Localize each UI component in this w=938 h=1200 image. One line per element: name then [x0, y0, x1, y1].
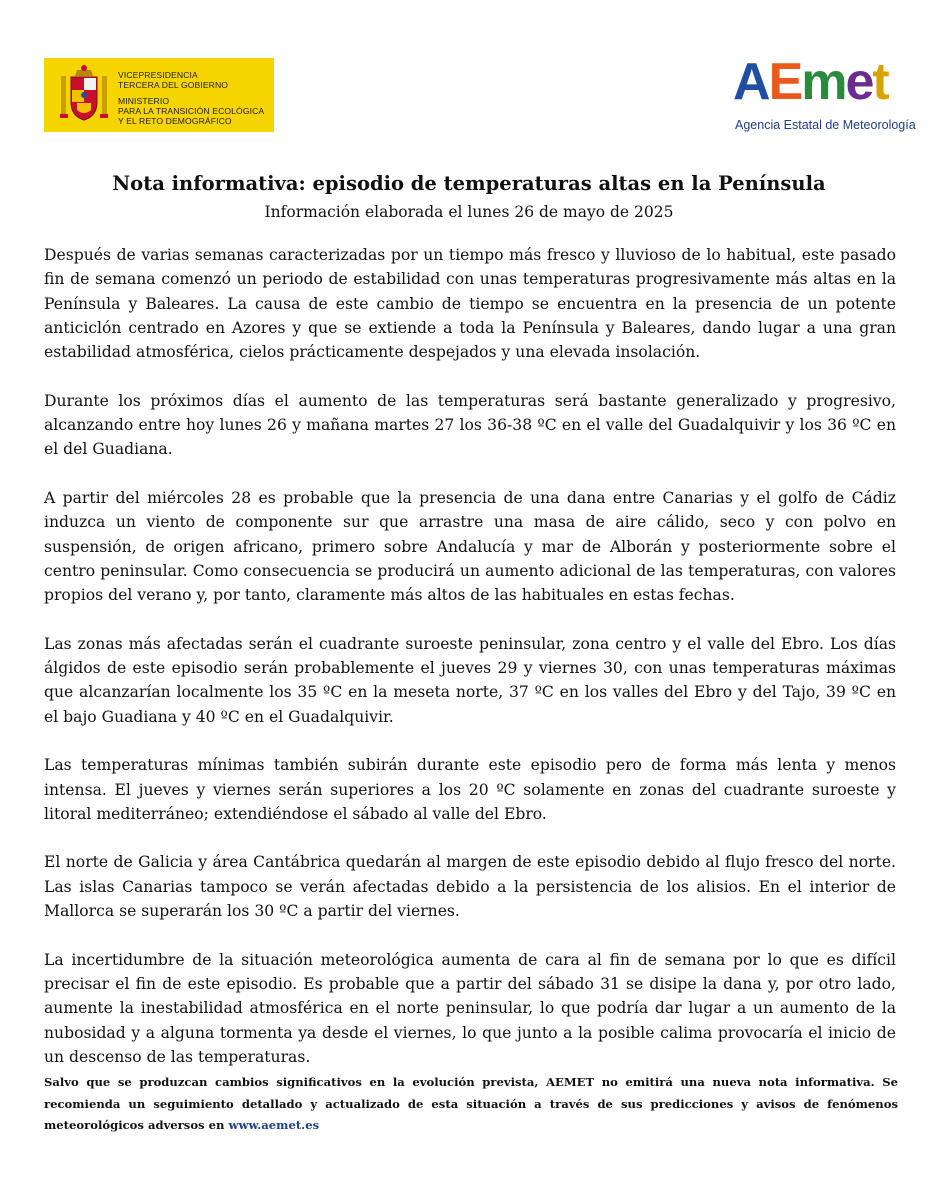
- aemet-letter: e: [845, 53, 873, 111]
- document-subtitle: Información elaborada el lunes 26 de mayo de 2025: [264, 203, 674, 221]
- government-line: TERCERA DEL GOBIERNO: [118, 80, 229, 90]
- document-body: [44, 243, 896, 1093]
- government-line: PARA LA TRANSICIÓN ECOLÓGICA: [118, 106, 265, 116]
- aemet-letter: E: [768, 53, 802, 111]
- footer-note: [44, 1072, 898, 1137]
- government-text: [118, 70, 264, 126]
- government-line: Y EL RETO DEMOGRÁFICO: [118, 116, 232, 126]
- government-logo-block: [44, 58, 274, 132]
- aemet-logo: [733, 52, 916, 142]
- aemet-letter: t: [872, 53, 888, 111]
- aemet-letter: A: [733, 53, 769, 111]
- document-title: Nota informativa: episodio de temperaturas altas en la Península: [112, 172, 826, 195]
- body-paragraph: Después de varias semanas caracterizadas por un tiempo más fresco y lluvioso de lo habitual, este pasado fin de semana comenzó un periodo de estabilidad con unas temperaturas progresivamente más altas en la Península y Baleares. La causa de este cambio de tiempo se encuentra en la presencia de un potente anticiclón centrado en Azores y que se extiende a toda la Península y Baleares, dando lugar a una gran estabilidad atmosférica, cielos prácticamente despejados y una elevada insolación.: [44, 246, 896, 362]
- government-line: VICEPRESIDENCIA: [118, 70, 198, 80]
- aemet-website-link[interactable]: www.aemet.es: [228, 1118, 320, 1132]
- page-header: [0, 0, 938, 150]
- aemet-subtitle: Agencia Estatal de Meteorología: [735, 118, 916, 132]
- footer-text: Salvo que se produzcan cambios significativos en la evolución prevista, AEMET no emitirá una nueva nota informativa. Se recomienda un seguimiento detallado y actualizado de esta situación a través de sus predicciones y avisos de fenómenos meteorológicos adversos en: [44, 1075, 898, 1132]
- body-paragraph: A partir del miércoles 28 es probable que la presencia de una dana entre Canarias y el golfo de Cádiz induzca un viento de componente sur que arrastre una masa de aire cálido, seco y con polvo en suspensión, de origen africano, primero sobre Andalucía y mar de Alborán y posteriormente sobre el centro peninsular. Como consecuencia se producirá un aumento adicional de las temperaturas, con valores propios del verano y, por tanto, claramente más altos de las habituales en estas fechas.: [44, 488, 896, 605]
- aemet-logo-text: [733, 52, 888, 112]
- aemet-letter: m: [801, 53, 846, 111]
- body-paragraph: Durante los próximos días el aumento de las temperaturas será bastante generalizado y progresivo, alcanzando entre hoy lunes 26 y mañana martes 27 los 36-38 ºC en el valle del Guadalquivir y los 36 ºC en el del Guadiana.: [44, 391, 896, 459]
- body-paragraph: El norte de Galicia y área Cantábrica quedarán al margen de este episodio debido al flujo fresco del norte. Las islas Canarias tampoco se verán afectadas debido a la persistencia de los alisios. En el interior de Mallorca se superarán los 30 ºC a partir del viernes.: [44, 853, 896, 921]
- body-paragraph: Las temperaturas mínimas también subirán durante este episodio pero de forma más lenta y menos intensa. El jueves y viernes serán superiores a los 20 ºC solamente en zonas del cuadrante suroeste y litoral mediterráneo; extendiéndose el sábado al valle del Ebro.: [44, 756, 896, 823]
- body-paragraph: Las zonas más afectadas serán el cuadrante suroeste peninsular, zona centro y el valle del Ebro. Los días álgidos de este episodio serán probablemente el jueves 29 y viernes 30, con unas temperaturas máximas que alcanzarían localmente los 35 ºC en la meseta norte, 37 ºC en los valles del Ebro y del Tajo, 39 ºC en el bajo Guadiana y 40 ºC en el Guadalquivir.: [44, 634, 896, 726]
- coat-of-arms-icon: [58, 64, 110, 126]
- body-paragraph: La incertidumbre de la situación meteorológica aumenta de cara al fin de semana por lo que es difícil precisar el fin de este episodio. Es probable que a partir del sábado 31 se disipe la dana y, por otro lado, aumente la inestabilidad atmosférica en el norte peninsular, lo que podría dar lugar a un aumento de la nubosidad y a alguna tormenta ya desde el viernes, lo que junto a la posible calima provocaría el inicio de un descenso de las temperaturas.: [44, 950, 896, 1066]
- government-line: MINISTERIO: [118, 96, 170, 106]
